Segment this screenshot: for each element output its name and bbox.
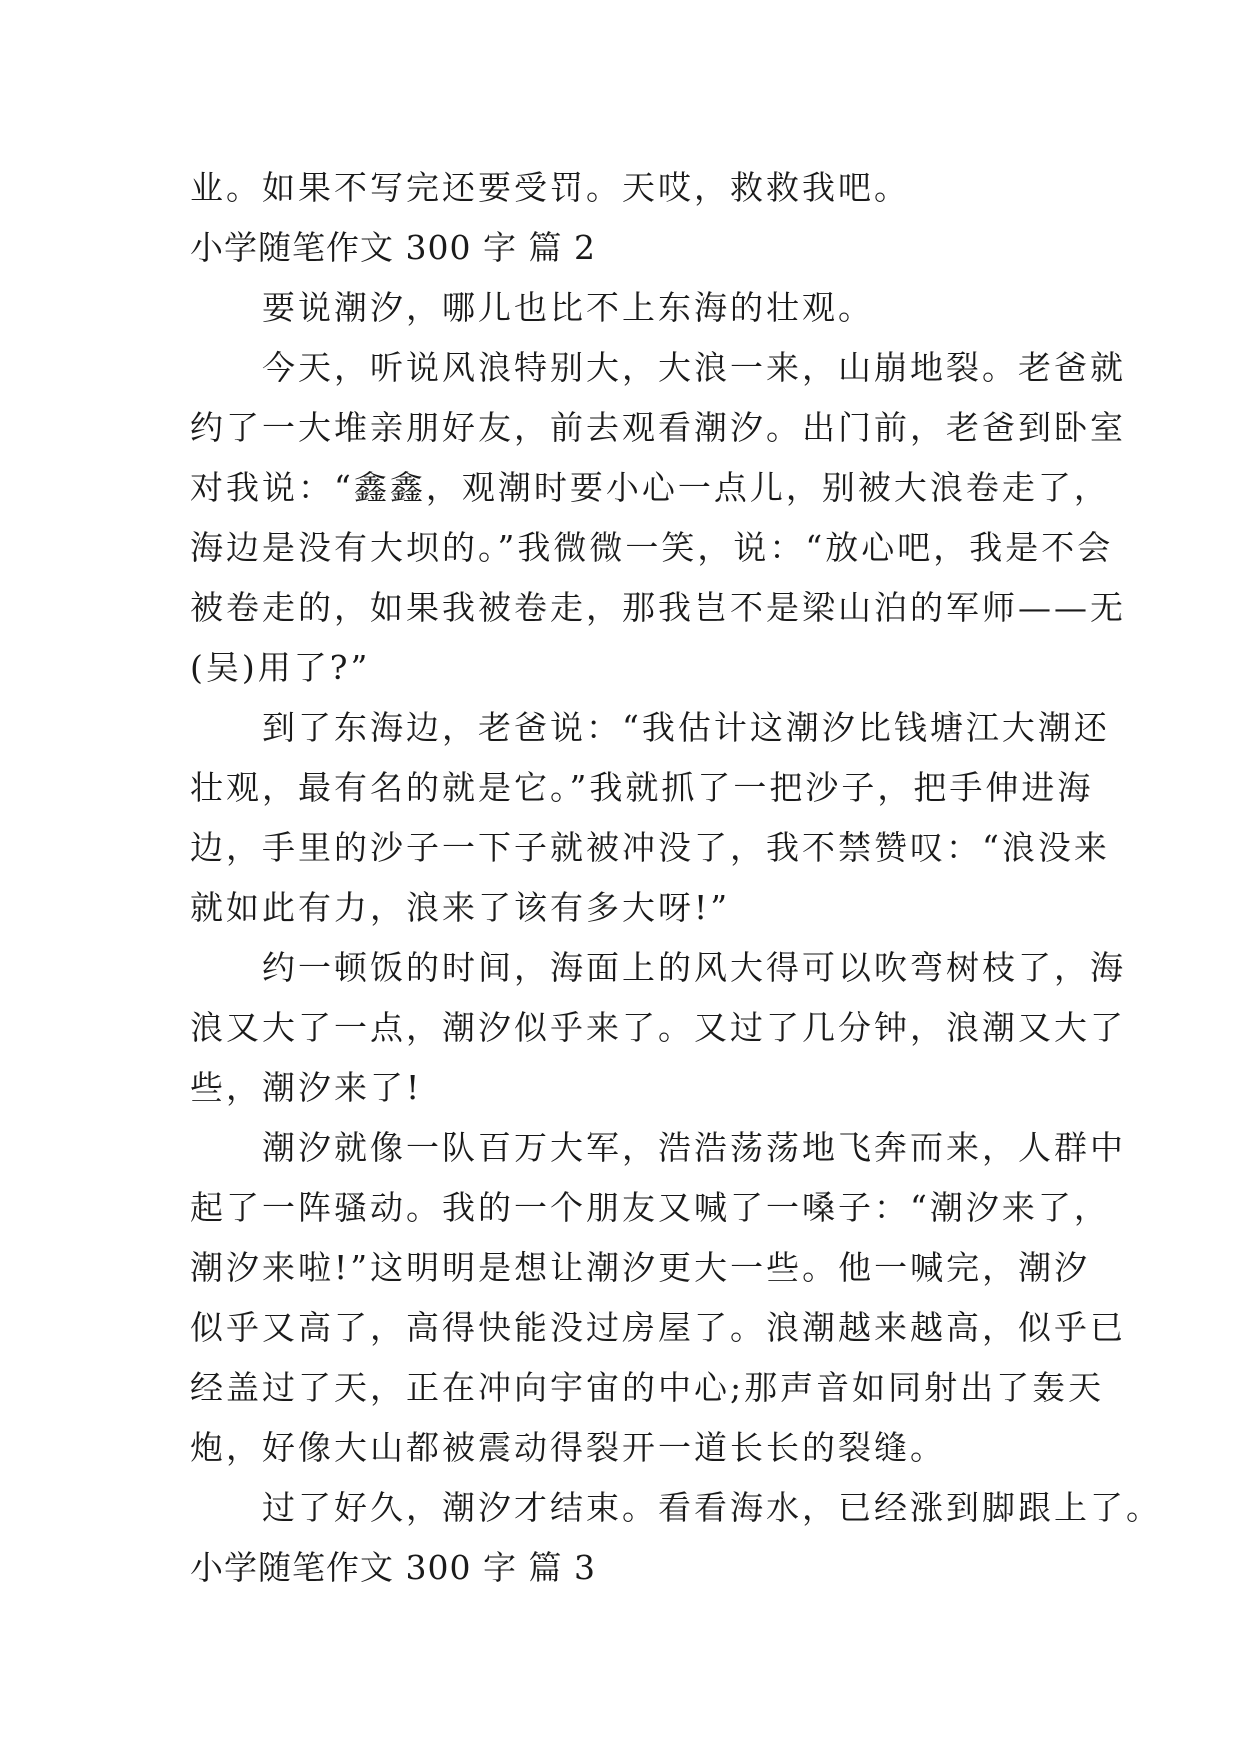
text-line: 要说潮汐，哪儿也比不上东海的壮观。 xyxy=(190,288,874,327)
text-line: 业。如果不写完还要受罚。天哎，救救我吧。 xyxy=(190,168,910,207)
text-line: 约了一大堆亲朋好友，前去观看潮汐。出门前，老爸到卧室 xyxy=(190,408,1126,447)
text-line: 潮汐就像一队百万大军，浩浩荡荡地飞奔而来，人群中 xyxy=(190,1128,1126,1167)
text-line: 边，手里的沙子一下子就被冲没了，我不禁赞叹：“浪没来 xyxy=(190,828,1110,867)
text-line: 经盖过了天，正在冲向宇宙的中心;那声音如同射出了轰天 xyxy=(190,1368,1105,1407)
text-line: 炮，好像大山都被震动得裂开一道长长的裂缝。 xyxy=(190,1428,946,1467)
text-line: 过了好久，潮汐才结束。看看海水，已经涨到脚跟上了。 xyxy=(190,1488,1162,1527)
text-line: 壮观，最有名的就是它。”我就抓了一把沙子，把手伸进海 xyxy=(190,768,1094,807)
section-heading: 小学随笔作文 300 字 篇 3 xyxy=(190,1548,596,1587)
text-line: 似乎又高了，高得快能没过房屋了。浪潮越来越高，似乎已 xyxy=(190,1308,1126,1347)
text-line: 浪又大了一点，潮汐似乎来了。又过了几分钟，浪潮又大了 xyxy=(190,1008,1126,1047)
text-line: 今天，听说风浪特别大，大浪一来，山崩地裂。老爸就 xyxy=(190,348,1126,387)
text-line: 起了一阵骚动。我的一个朋友又喊了一嗓子：“潮汐来了， xyxy=(190,1188,1110,1227)
text-line: 对我说：“鑫鑫，观潮时要小心一点儿，别被大浪卷走了， xyxy=(190,468,1110,507)
text-line: 被卷走的，如果我被卷走，那我岂不是梁山泊的军师——无 xyxy=(190,588,1126,627)
text-line: 约一顿饭的时间，海面上的风大得可以吹弯树枝了，海 xyxy=(190,948,1126,987)
text-line: 些，潮汐来了! xyxy=(190,1068,423,1107)
text-line: 海边是没有大坝的。”我微微一笑，说：“放心吧，我是不会 xyxy=(190,528,1114,567)
text-line: 就如此有力，浪来了该有多大呀!” xyxy=(190,888,731,927)
text-line: 潮汐来啦!”这明明是想让潮汐更大一些。他一喊完，潮汐 xyxy=(190,1248,1091,1287)
text-line: 到了东海边，老爸说：“我估计这潮汐比钱塘江大潮还 xyxy=(190,708,1110,747)
section-heading: 小学随笔作文 300 字 篇 2 xyxy=(190,228,596,267)
text-line: (吴)用了?” xyxy=(190,648,371,687)
